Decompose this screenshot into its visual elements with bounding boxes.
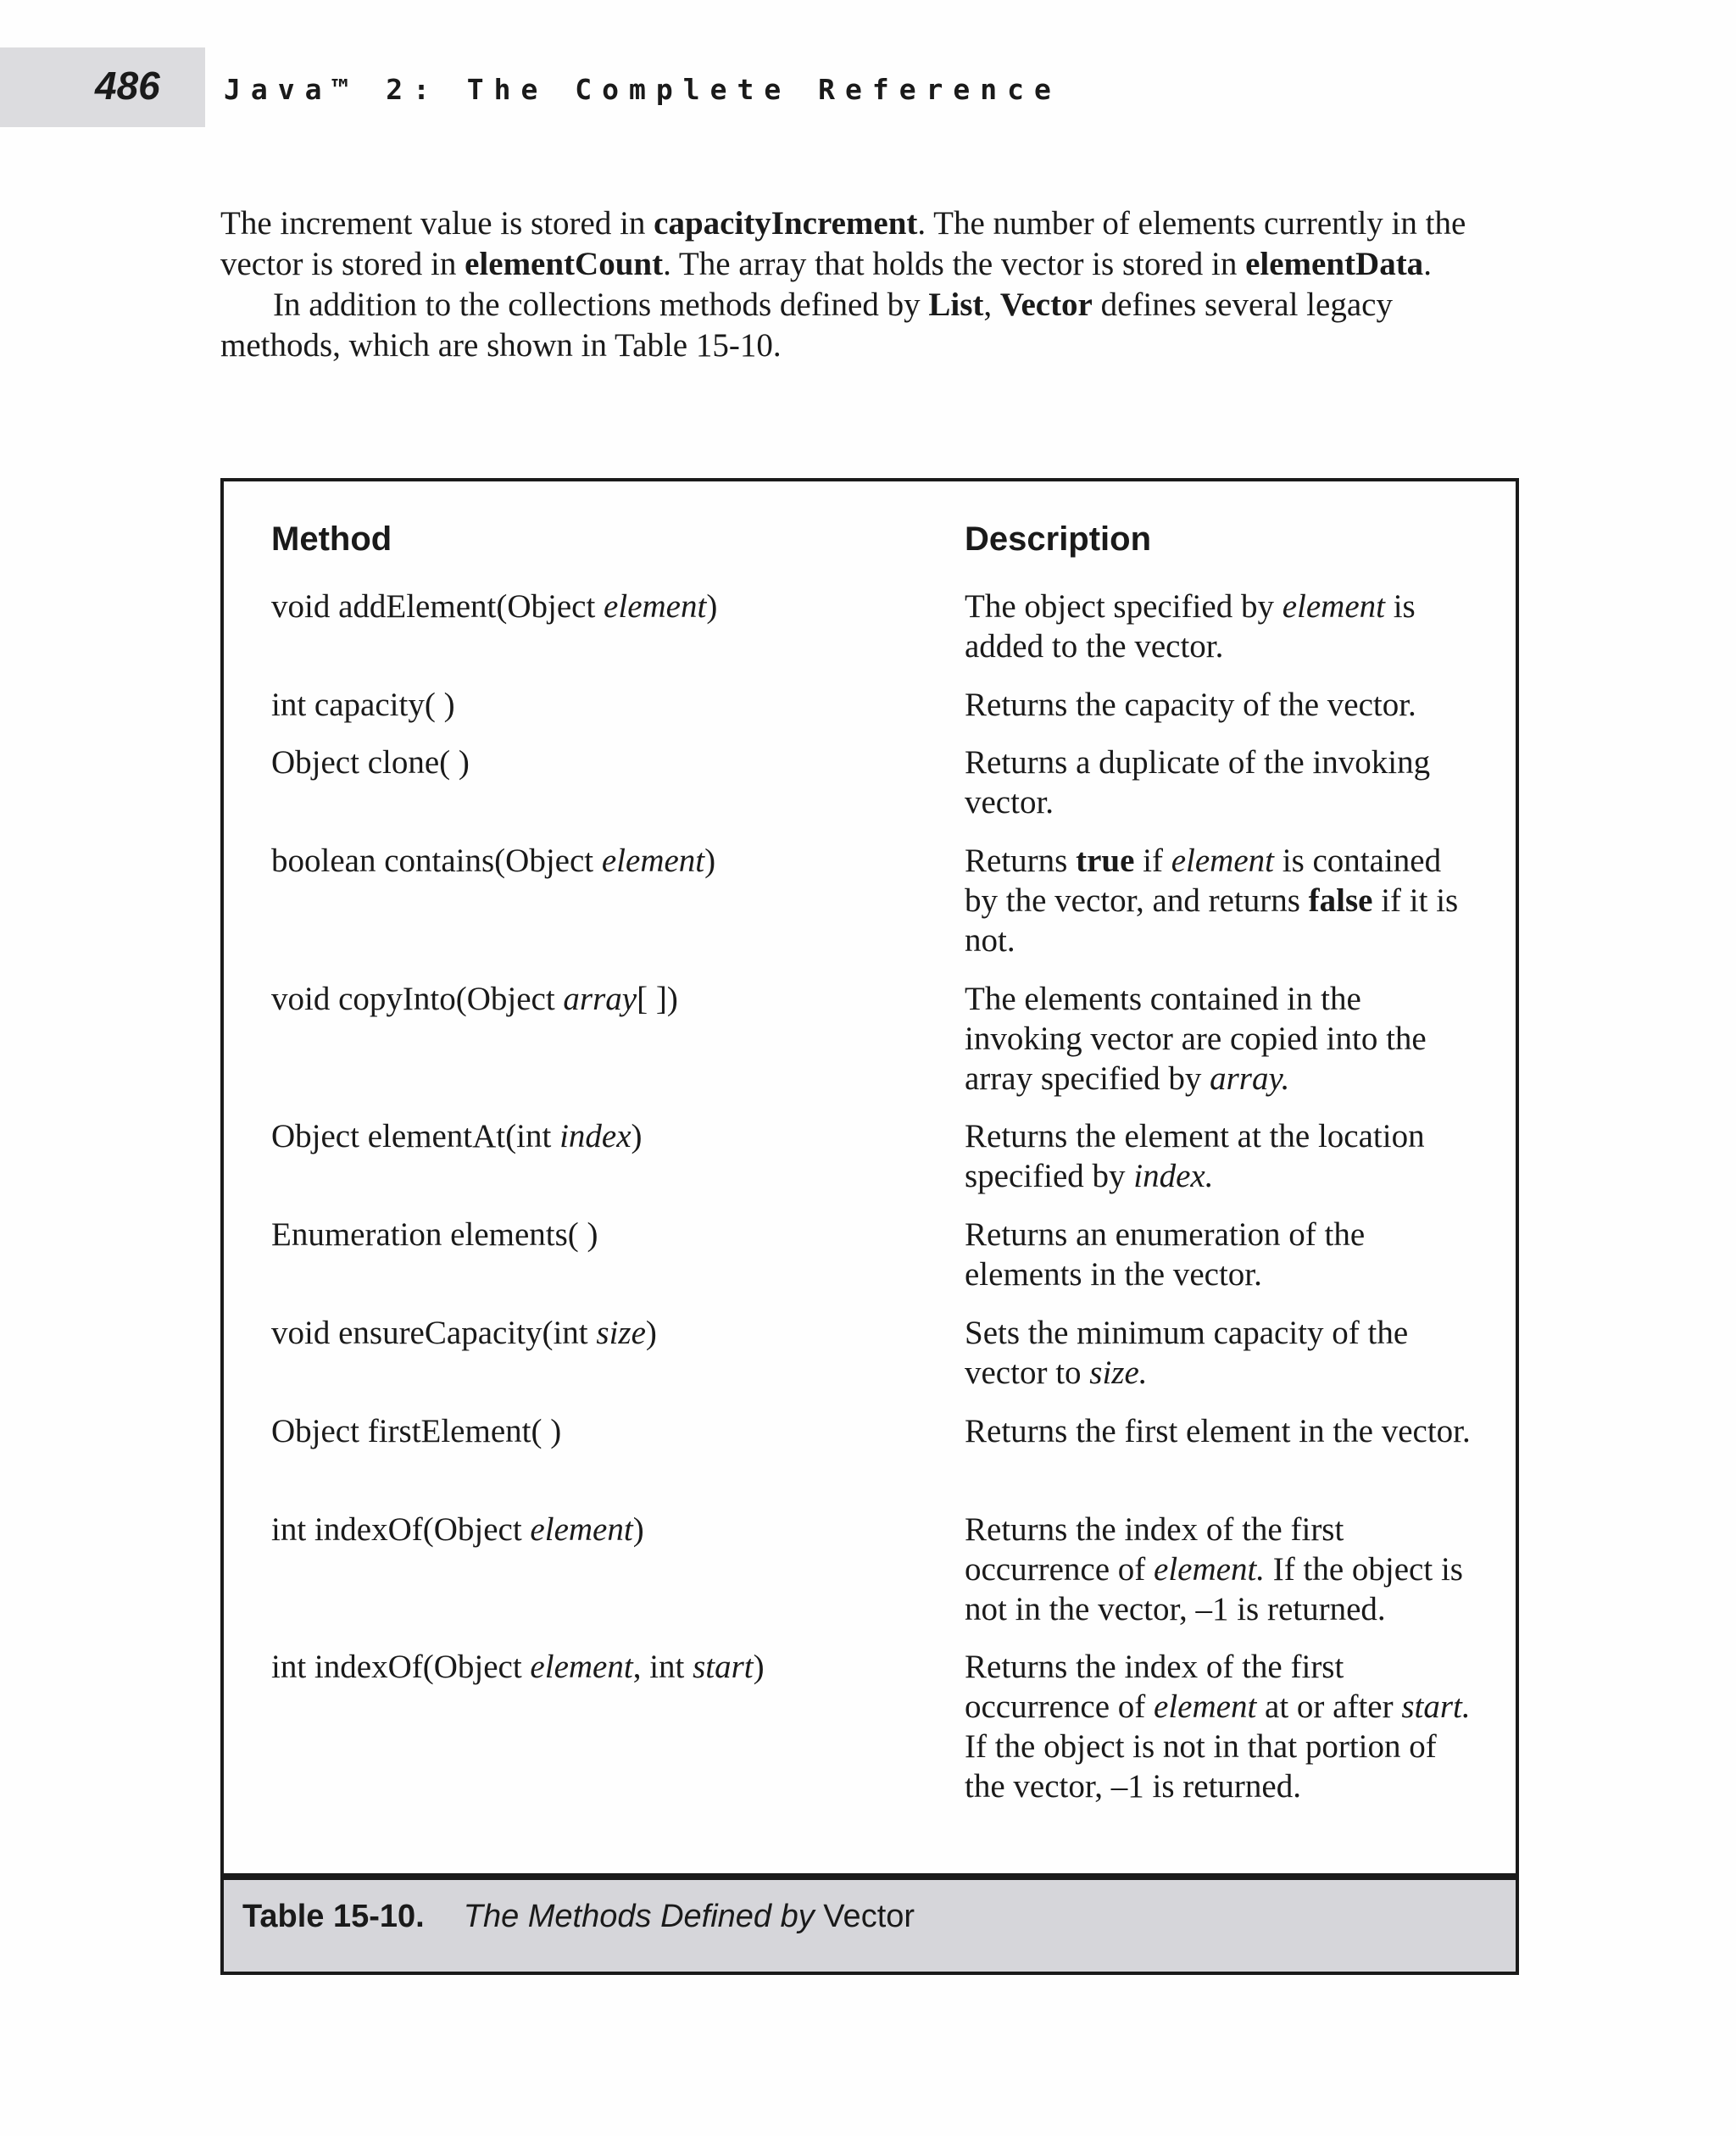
method-description: [965, 1116, 1482, 1196]
method-description: [965, 1411, 1482, 1451]
text-run: is added to the vector.: [965, 588, 1416, 665]
text-run: ,: [983, 286, 1000, 323]
intro-text: [220, 203, 1517, 366]
text-run: void ensureCapacity(int: [271, 1315, 597, 1351]
method-description: [965, 1647, 1482, 1806]
param-name: index: [559, 1118, 632, 1154]
caption-class-name: Vector: [814, 1899, 915, 1934]
text-run: Object firstElement( ): [271, 1413, 562, 1449]
text-run: Returns the element at the location specified by: [965, 1118, 1425, 1194]
method-signature: [271, 979, 915, 1019]
page-number: 486: [95, 64, 160, 108]
method-signature: [271, 1313, 915, 1353]
table-caption: [242, 1899, 915, 1935]
method-description: [965, 1313, 1482, 1393]
method-signature: [271, 685, 915, 725]
text-run: .: [1423, 246, 1432, 282]
param-name: size: [596, 1315, 646, 1351]
text-run: Returns: [965, 843, 1077, 879]
method-signature: [271, 1411, 915, 1451]
param-name: element: [530, 1511, 633, 1548]
method-description: [965, 743, 1482, 822]
param-name: element: [1154, 1688, 1257, 1725]
text-run: int indexOf(Object: [271, 1511, 531, 1548]
text-run: , int: [632, 1649, 693, 1685]
text-run: [ ]): [637, 981, 678, 1017]
paragraph-2: [220, 285, 1517, 366]
caption-label: Table 15-10.: [242, 1899, 425, 1934]
param-name: element: [604, 588, 707, 625]
method-signature: [271, 1215, 915, 1254]
paragraph-1: [220, 203, 1517, 285]
param-name: element.: [1154, 1551, 1266, 1588]
param-name: element: [1282, 588, 1385, 625]
text-run: Enumeration elements( ): [271, 1216, 598, 1253]
param-name: array: [563, 981, 637, 1017]
text-run: . The array that holds the vector is stored in: [663, 246, 1246, 282]
text-run: If the object is not in the vector, –1 is returned.: [965, 1551, 1463, 1627]
methods-table: [220, 478, 1519, 1877]
text-run: Sets the minimum capacity of the vector to: [965, 1315, 1409, 1391]
caption-title: The Methods Defined by: [463, 1899, 815, 1934]
param-name: element: [601, 843, 705, 879]
param-name: element: [1171, 843, 1274, 879]
method-description: [965, 841, 1482, 960]
text-run: Returns the first element in the vector.: [965, 1413, 1471, 1449]
text-run: ): [704, 843, 716, 879]
text-run: ): [632, 1511, 644, 1548]
method-description: [965, 685, 1482, 725]
text-run: boolean contains(Object: [271, 843, 602, 879]
text-run: If the object is not in that portion of the vector, –1 is returned.: [965, 1728, 1437, 1805]
code-term: elementCount: [465, 246, 664, 282]
method-signature: [271, 841, 915, 881]
text-run: The elements contained in the invoking vector are copied into the array specified by: [965, 981, 1427, 1097]
method-signature: [271, 743, 915, 782]
param-name: start: [693, 1649, 754, 1685]
text-run: if: [1134, 843, 1171, 879]
running-title: Java™ 2: The Complete Reference: [224, 73, 1061, 106]
text-run: at or after: [1256, 1688, 1402, 1725]
text-run: int capacity( ): [271, 687, 455, 723]
method-signature: [271, 587, 915, 626]
method-description: [965, 1510, 1482, 1629]
param-name: array.: [1210, 1060, 1290, 1097]
column-header-method: Method: [271, 520, 392, 558]
text-run: The increment value is stored in: [220, 205, 654, 242]
text-run: if it is not.: [965, 882, 1459, 959]
param-name: index.: [1133, 1158, 1214, 1194]
param-name: element: [530, 1649, 633, 1685]
param-name: start.: [1401, 1688, 1471, 1725]
text-run: Returns a duplicate of the invoking vector.: [965, 744, 1431, 820]
text-run: Object elementAt(int: [271, 1118, 560, 1154]
method-signature: [271, 1510, 915, 1549]
text-run: ): [753, 1649, 765, 1685]
method-description: [965, 1215, 1482, 1294]
keyword: false: [1308, 882, 1373, 919]
code-term: capacityIncrement: [654, 205, 918, 242]
keyword: true: [1076, 843, 1135, 879]
text-run: int indexOf(Object: [271, 1649, 531, 1685]
text-run: ): [645, 1315, 657, 1351]
code-term: Vector: [999, 286, 1093, 323]
text-run: void copyInto(Object: [271, 981, 564, 1017]
method-signature: [271, 1116, 915, 1156]
text-run: void addElement(Object: [271, 588, 604, 625]
text-run: Returns the index of the first occurrence of: [965, 1649, 1344, 1725]
method-description: [965, 979, 1482, 1099]
text-run: defines several legacy methods, which are shown in Table 15-10.: [220, 286, 1393, 364]
text-run: Object clone( ): [271, 744, 470, 781]
text-run: In addition to the collections methods defined by: [273, 286, 929, 323]
text-run: ): [706, 588, 718, 625]
text-run: . The number of elements currently in the vector is stored in: [220, 205, 1466, 282]
text-run: ): [631, 1118, 643, 1154]
text-run: Returns an enumeration of the elements in the vector.: [965, 1216, 1366, 1293]
table-caption-box: [220, 1877, 1519, 1975]
column-header-description: Description: [965, 520, 1152, 558]
text-run: Returns the capacity of the vector.: [965, 687, 1416, 723]
code-term: List: [928, 286, 984, 323]
text-run: Returns the index of the first occurrence of: [965, 1511, 1344, 1588]
method-description: [965, 587, 1482, 666]
code-term: elementData: [1245, 246, 1424, 282]
text-run: The object specified by: [965, 588, 1283, 625]
text-run: is contained by the vector, and returns: [965, 843, 1442, 919]
param-name: size.: [1089, 1354, 1148, 1391]
method-signature: [271, 1647, 915, 1687]
